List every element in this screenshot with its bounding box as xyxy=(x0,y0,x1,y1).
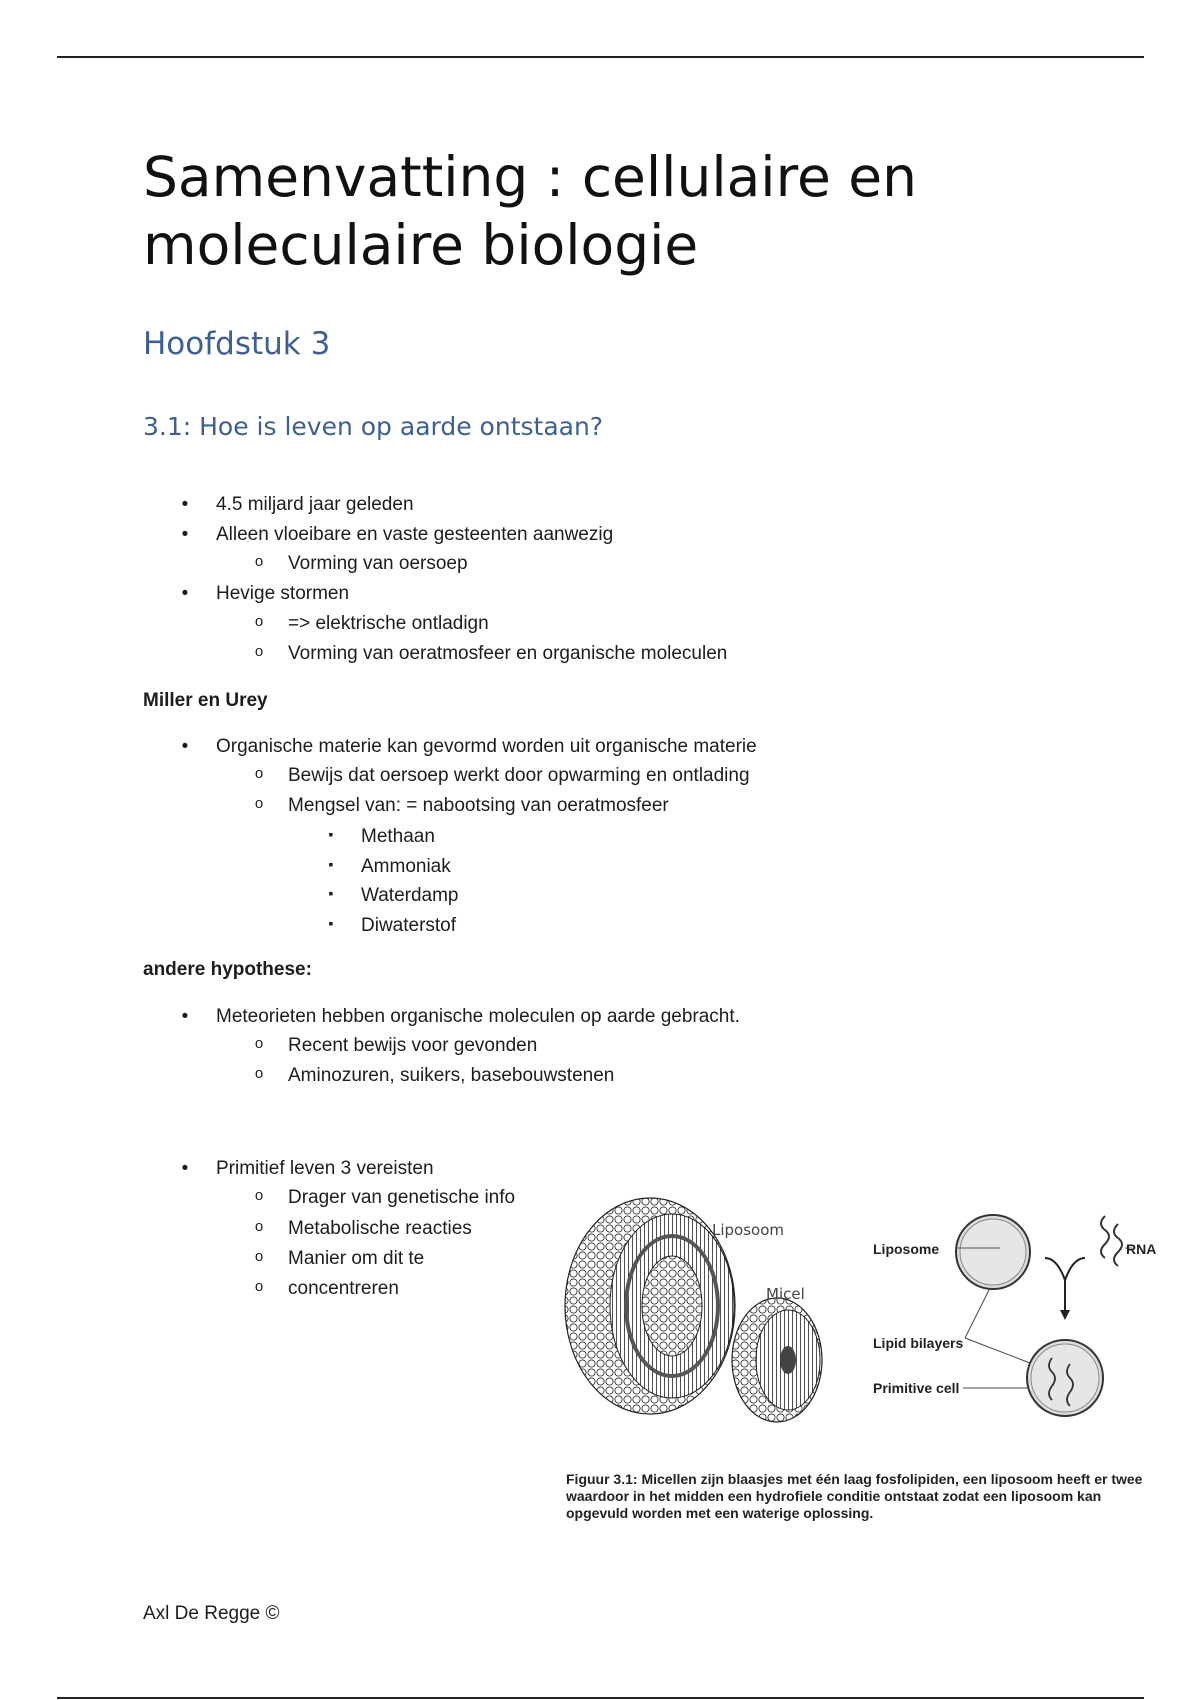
list-item: Primitief leven 3 vereisten xyxy=(216,1158,434,1179)
list-subitem: Mengsel van: = nabootsing van oeratmosfeer xyxy=(288,795,669,816)
label-liposoom: Liposoom xyxy=(712,1221,785,1239)
figure-illustration xyxy=(560,1188,1170,1458)
bullet-circle: o xyxy=(254,795,264,812)
bullet-circle: o xyxy=(254,1248,264,1265)
bullet-circle: o xyxy=(254,1035,264,1052)
document-title: Samenvatting : cellulaire en moleculaire biologie xyxy=(143,145,918,277)
primitive-cell-diagram xyxy=(955,1215,1132,1416)
bullet-circle: o xyxy=(254,1278,264,1295)
bullet-square: ▪ xyxy=(328,915,334,931)
bullet-disc: • xyxy=(181,494,189,515)
list-item: Hevige stormen xyxy=(216,583,350,604)
label-primitive-cell: Primitive cell xyxy=(873,1380,960,1396)
liposome-drawing xyxy=(565,1198,735,1414)
bullet-circle: o xyxy=(254,1065,264,1082)
footer-rule xyxy=(57,1697,1144,1699)
bullet-disc: • xyxy=(181,1158,189,1179)
micelle-drawing xyxy=(732,1298,822,1422)
list-item: 4.5 miljard jaar geleden xyxy=(216,494,414,515)
list-subitem: concentreren xyxy=(288,1278,399,1299)
bullet-square: ▪ xyxy=(328,885,334,901)
list-subitem: Aminozuren, suikers, basebouwstenen xyxy=(288,1065,615,1086)
list-subitem: Vorming van oersoep xyxy=(288,553,468,574)
label-liposome: Liposome xyxy=(873,1241,940,1257)
list-subitem: Vorming van oeratmosfeer en organische moleculen xyxy=(288,643,728,664)
header-rule xyxy=(57,56,1144,58)
bullet-disc: • xyxy=(181,583,189,604)
subheading-other-hypothesis: andere hypothese: xyxy=(143,959,312,980)
list-subsubitem: Waterdamp xyxy=(361,885,459,906)
bullet-circle: o xyxy=(254,613,264,630)
list-subitem: Bewijs dat oersoep werkt door opwarming en ontlading xyxy=(288,765,750,786)
list-subsubitem: Methaan xyxy=(361,826,435,847)
list-subsubitem: Ammoniak xyxy=(361,856,451,877)
label-lipid-bilayers: Lipid bilayers xyxy=(873,1335,964,1351)
figure-caption: Figuur 3.1: Micellen zijn blaasjes met één laag fosfolipiden, een liposoom heeft er twee waardoor in het midden een hydrofiele conditie ontstaat zodat een liposoom kan opgevuld worden met een waterige oplossing. xyxy=(566,1471,1143,1521)
list-subsubitem: Diwaterstof xyxy=(361,915,457,936)
list-item: Organische materie kan gevormd worden uit organische materie xyxy=(216,736,757,757)
subheading-miller-urey: Miller en Urey xyxy=(143,690,268,711)
list-subitem: Manier om dit te xyxy=(288,1248,425,1269)
list-item: Alleen vloeibare en vaste gesteenten aanwezig xyxy=(216,524,614,545)
bullet-circle: o xyxy=(254,643,264,660)
bullet-square: ▪ xyxy=(328,856,334,872)
list-subitem: Metabolische reacties xyxy=(288,1218,472,1239)
label-micel: Micel xyxy=(766,1285,805,1303)
bullet-disc: • xyxy=(181,736,189,757)
footer-author: Axl De Regge © xyxy=(143,1603,280,1624)
bullet-circle: o xyxy=(254,765,264,782)
label-rna: RNA xyxy=(1126,1241,1157,1257)
bullet-disc: • xyxy=(181,1006,189,1027)
bullet-circle: o xyxy=(254,1218,264,1235)
section-heading: 3.1: Hoe is leven op aarde ontstaan? xyxy=(143,412,604,441)
list-item: Meteorieten hebben organische moleculen op aarde gebracht. xyxy=(216,1006,740,1027)
bullet-disc: • xyxy=(181,524,189,545)
bullet-square: ▪ xyxy=(328,826,334,842)
list-subitem: => elektrische ontladign xyxy=(288,613,489,634)
bullet-circle: o xyxy=(254,1187,264,1204)
list-subitem: Recent bewijs voor gevonden xyxy=(288,1035,538,1056)
bullet-circle: o xyxy=(254,553,264,570)
list-subitem: Drager van genetische info xyxy=(288,1187,516,1208)
chapter-heading: Hoofdstuk 3 xyxy=(143,326,331,362)
